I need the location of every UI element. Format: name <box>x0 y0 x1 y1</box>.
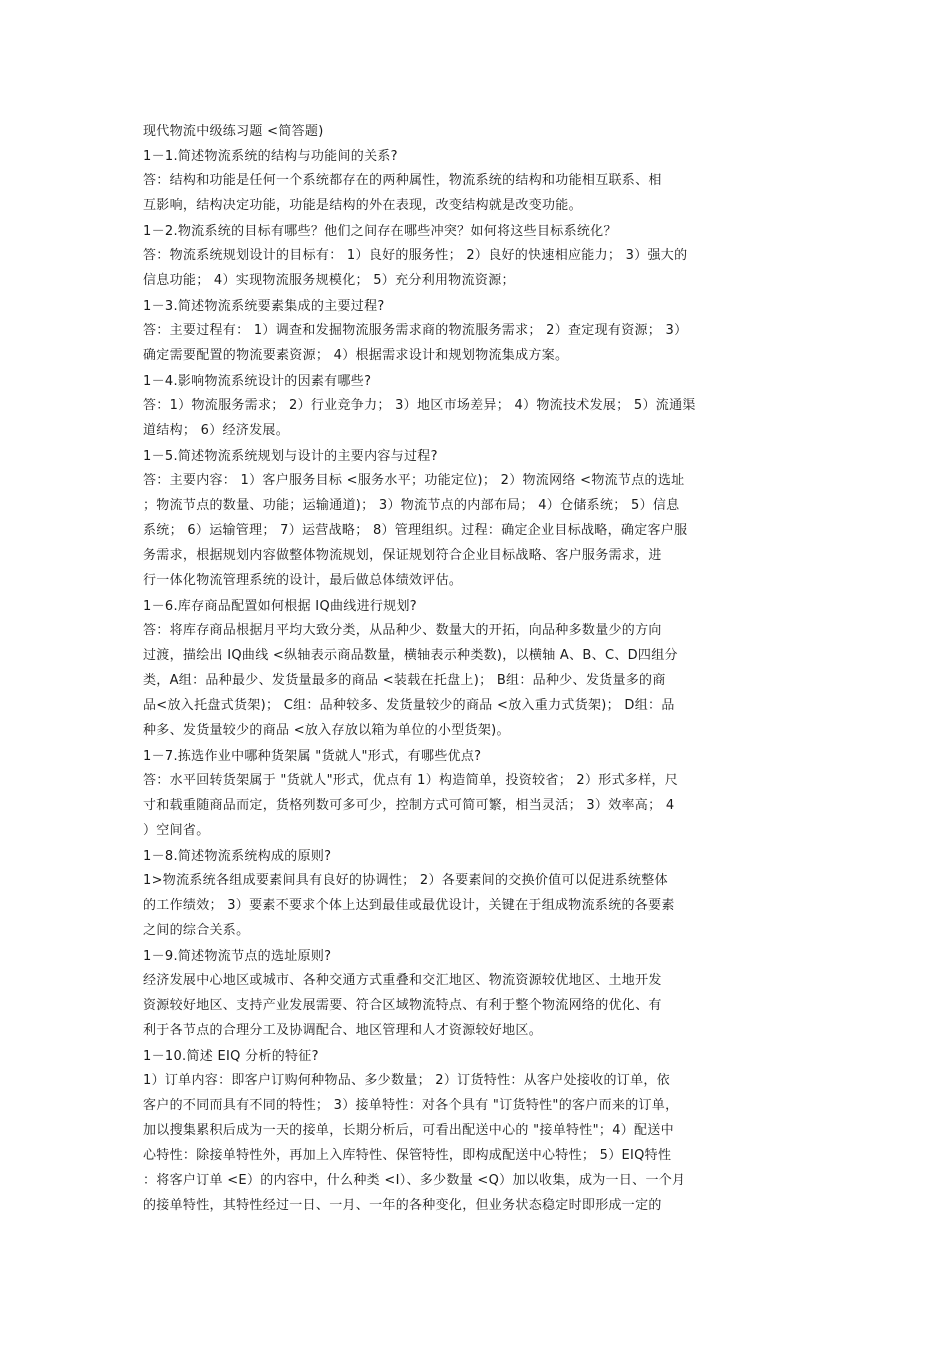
question-heading: 1－8.简述物流系统构成的原则? <box>143 849 332 864</box>
qa-section <box>143 221 808 296</box>
question-heading: 1－2.物流系统的目标有哪些？他们之间存在哪些冲突？如何将这些目标系统化？ <box>143 224 617 239</box>
answer-line: 答：结构和功能是任何一个系统都存在的两种属性，物流系统的结构和功能相互联系、相 <box>143 173 662 188</box>
answer-line: 经济发展中心地区或城市、各种交通方式重叠和交汇地区、物流资源较优地区、土地开发 <box>143 973 662 988</box>
answer-line: 系统； 6）运输管理； 7）运营战略； 8）管理组织。过程：确定企业目标战略，确定客户服 <box>143 523 688 538</box>
answer-line: 1）订单内容：即客户订购何种物品、多少数量； 2）订货特性：从客户处接收的订单，依 <box>143 1073 670 1088</box>
answer-line: 加以搜集累积后成为一天的接单，长期分析后，可看出配送中心的 "接单特性"；4）配送中 <box>143 1123 674 1138</box>
answer-line: 答：水平回转货架属于 "货就人"形式，优点有 1）构造简单，投资较省； 2）形式多样，尺 <box>143 773 679 788</box>
answer-line: 答：将库存商品根据月平均大致分类，从品种少、数量大的开拓，向品种多数量少的方向 <box>143 623 662 638</box>
question-heading: 1－7.拣选作业中哪种货架属 "货就人"形式，有哪些优点? <box>143 749 482 764</box>
answer-line: 心特性：除接单特性外，再加上入库特性、保管特性，即构成配送中心特性； 5）EIQ特性 <box>143 1148 672 1163</box>
answer-line: 利于各节点的合理分工及协调配合、地区管理和人才资源较好地区。 <box>143 1023 543 1038</box>
answer-line: 信息功能； 4）实现物流服务规模化； 5）充分利用物流资源； <box>143 273 515 288</box>
answer-line: 道结构； 6）经济发展。 <box>143 423 290 438</box>
answer-line: 种多、发货量较少的商品 <放入存放以箱为单位的小型货架)。 <box>143 723 510 738</box>
answer-line: ：将客户订单 <E）的内容中，什么种类 <I）、多少数量 <Q）加以收集，成为一日、一个月 <box>143 1173 686 1188</box>
answer-line: 客户的不同而具有不同的特性； 3）接单特性：对各个具有 "订货特性"的客户而来的订单， <box>143 1098 679 1113</box>
answer-line: 过渡，描绘出 IQ曲线 <纵轴表示商品数量，横轴表示种类数)，以横轴 A、B、C、D四组分 <box>143 648 678 663</box>
qa-section <box>143 946 808 1046</box>
question-heading: 1－3.简述物流系统要素集成的主要过程? <box>143 299 385 314</box>
answer-line: 1>物流系统各组成要素间具有良好的协调性； 2）各要素间的交换价值可以促进系统整体 <box>143 873 668 888</box>
answer-line: ）空间省。 <box>143 823 210 838</box>
answer-line: 答：主要内容： 1）客户服务目标 <服务水平；功能定位)； 2）物流网络 <物流节点的选址 <box>143 473 685 488</box>
answer-line: 之间的综合关系。 <box>143 923 250 938</box>
answer-line: 的接单特性，其特性经过一日、一月、一年的各种变化，但业务状态稳定时即形成一定的 <box>143 1198 662 1213</box>
answer-line: 答：主要过程有： 1）调查和发掘物流服务需求商的物流服务需求； 2）查定现有资源； 3） <box>143 323 688 338</box>
question-heading: 1－5.简述物流系统规划与设计的主要内容与过程? <box>143 449 438 464</box>
answer-line: 务需求，根据规划内容做整体物流规划，保证规划符合企业目标战略、客户服务需求，进 <box>143 548 662 563</box>
qa-section <box>143 846 808 946</box>
document-title: 现代物流中级练习题 <简答题) <box>143 124 324 139</box>
answer-line: 类，A组：品种最少、发货量最多的商品 <装载在托盘上)； B组：品种少、发货量多的商 <box>143 673 666 688</box>
document-page <box>143 121 808 1221</box>
qa-section <box>143 296 808 371</box>
qa-sections <box>143 146 808 1221</box>
question-heading: 1－6.库存商品配置如何根据 IQ曲线进行规划? <box>143 599 417 614</box>
qa-section <box>143 446 808 596</box>
answer-line: 资源较好地区、支持产业发展需要、符合区域物流特点、有利于整个物流网络的优化、有 <box>143 998 662 1013</box>
answer-line: 答：物流系统规划设计的目标有： 1）良好的服务性； 2）良好的快速相应能力； 3）强大的 <box>143 248 688 263</box>
question-heading: 1－10.简述 EIQ 分析的特征? <box>143 1049 319 1064</box>
qa-section <box>143 1046 808 1221</box>
question-heading: 1－4.影响物流系统设计的因素有哪些? <box>143 374 372 389</box>
qa-section <box>143 146 808 221</box>
answer-line: 的工作绩效； 3）要素不要求个体上达到最佳或最优设计，关键在于组成物流系统的各要素 <box>143 898 675 913</box>
answer-line: 行一体化物流管理系统的设计，最后做总体绩效评估。 <box>143 573 463 588</box>
answer-line: 答：1）物流服务需求； 2）行业竞争力； 3）地区市场差异； 4）物流技术发展； 5）流通渠 <box>143 398 696 413</box>
answer-line: 寸和载重随商品而定，货格列数可多可少，控制方式可简可繁，相当灵活； 3）效率高； 4 <box>143 798 675 813</box>
answer-line: 品<放入托盘式货架)； C组：品种较多、发货量较少的商品 <放入重力式货架)； D组：品 <box>143 698 675 713</box>
question-heading: 1－1.简述物流系统的结构与功能间的关系? <box>143 149 398 164</box>
answer-line: 互影响，结构决定功能，功能是结构的外在表现，改变结构就是改变功能。 <box>143 198 582 213</box>
answer-line: ；物流节点的数量、功能；运输通道)； 3）物流节点的内部布局； 4）仓储系统； 5）信息 <box>143 498 680 513</box>
qa-section <box>143 371 808 446</box>
answer-line: 确定需要配置的物流要素资源； 4）根据需求设计和规划物流集成方案。 <box>143 348 569 363</box>
question-heading: 1－9.简述物流节点的选址原则? <box>143 949 332 964</box>
qa-section <box>143 746 808 846</box>
qa-section <box>143 596 808 746</box>
